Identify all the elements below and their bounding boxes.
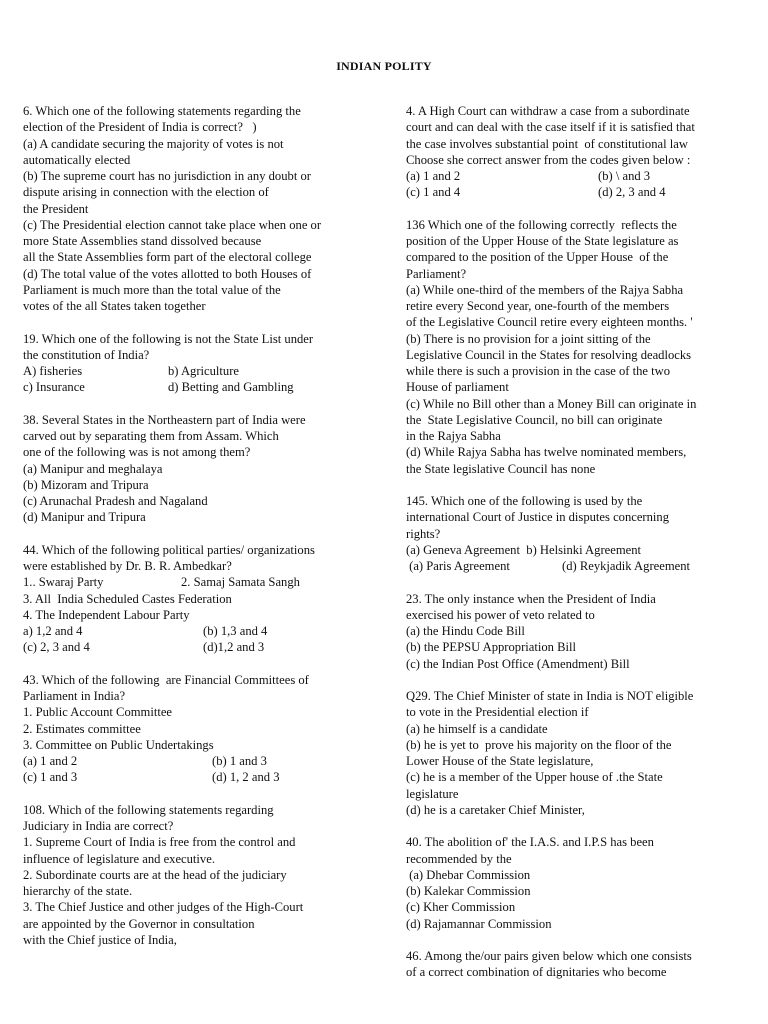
option-c: (c) 1 and 3 (23, 770, 78, 785)
item-line: influence of legislature and executive. (23, 851, 215, 866)
question-line: the constitution of India? (23, 347, 150, 362)
option-line: in the Rajya Sabha (406, 429, 501, 443)
option-b: (b) 1 and 3 (212, 754, 267, 768)
question-line: to vote in the Presidential election if (406, 705, 589, 720)
option-line: (c) the Indian Post Office (Amendment) Bill (406, 656, 630, 671)
item-3: 3. All India Scheduled Castes Federation (23, 591, 232, 606)
option-line: Lower House of the State legislature, (406, 754, 594, 768)
item-1: 1.. Swaraj Party (23, 575, 104, 590)
left-column (23, 103, 373, 964)
item-line: hierarchy of the state. (23, 884, 133, 898)
question-40 (406, 834, 751, 932)
option-row-ab: (a) Geneva Agreement b) Helsinki Agreement (406, 542, 641, 557)
option-c: (a) Paris Agreement (406, 559, 510, 573)
item-2: 2. Samaj Samata Sangh (181, 575, 300, 590)
option-line: (d) The total value of the votes allotted to both Houses of (23, 266, 312, 281)
question-line: one of the following was is not among them? (23, 445, 251, 460)
option-line: (a) the Hindu Code Bill (406, 624, 525, 638)
item-row (23, 574, 373, 590)
option-line: (a) he himself is a candidate (406, 721, 548, 736)
question-38 (23, 412, 373, 526)
question-46 (406, 948, 751, 981)
option-line: (b) The supreme court has no jurisdiction in any doubt or (23, 169, 311, 183)
question-23 (406, 591, 751, 672)
option-line: Parliament is much more than the total value of the (23, 282, 281, 297)
question-line: 6. Which one of the following statements regarding the (23, 104, 301, 118)
question-145 (406, 493, 751, 574)
option-row (406, 184, 751, 200)
option-line: (c) The Presidential election cannot take place when one or (23, 217, 322, 232)
question-line: 4. A High Court can withdraw a case from a subordinate (406, 104, 690, 118)
option-line: House of parliament (406, 380, 509, 395)
question-line: position of the Upper House of the State legislature as (406, 234, 679, 248)
item-line: 2. Estimates committee (23, 721, 141, 736)
question-line: 108. Which of the following statements regarding (23, 802, 274, 817)
question-line: rights? (406, 526, 441, 541)
question-line: exercised his power of veto related to (406, 607, 595, 622)
option-line: legislature (406, 786, 459, 801)
item-line: with the Chief justice of India, (23, 932, 177, 947)
question-4 (406, 103, 751, 201)
option-row (406, 558, 751, 574)
item-line: are appointed by the Governor in consultation (23, 916, 255, 931)
question-line: international Court of Justice in disputes concerning (406, 510, 670, 525)
option-line: all the State Assemblies form part of the electoral college (23, 250, 312, 265)
option-line: (c) Kher Commission (406, 900, 516, 915)
item-4: 4. The Independent Labour Party (23, 607, 190, 622)
question-line: 43. Which of the following are Financial Committees of (23, 672, 309, 687)
option-a: (a) 1 and 2 (23, 754, 78, 768)
question-line: the case involves substantial point of constitutional law (406, 136, 688, 151)
item-line: 1. Supreme Court of India is free from the control and (23, 835, 296, 850)
question-line: 38. Several States in the Northeastern part of India were (23, 412, 306, 427)
option-line: dispute arising in connection with the election of (23, 185, 269, 200)
option-row (23, 363, 373, 379)
option-line: (a) Manipur and meghalaya (23, 461, 163, 476)
option-line: the President (23, 201, 89, 216)
option-line: (c) While no Bill other than a Money Bill can originate in (406, 396, 697, 411)
question-line: were established by Dr. B. R. Ambedkar? (23, 559, 232, 573)
option-d: (d) Reykjadik Agreement (562, 559, 690, 573)
item-line: 1. Public Account Committee (23, 705, 173, 720)
option-line: (b) Mizoram and Tripura (23, 477, 149, 492)
option-line: (d) While Rajya Sabha has twelve nominated members, (406, 445, 687, 460)
question-line: 145. Which one of the following is used by the (406, 494, 643, 508)
question-19 (23, 331, 373, 396)
option-line: (d) he is a caretaker Chief Minister, (406, 802, 585, 817)
question-line: Q29. The Chief Minister of state in India is NOT eligible (406, 689, 694, 703)
option-d: (d)1,2 and 3 (203, 640, 265, 655)
option-row (406, 168, 751, 184)
option-d: (d) 1, 2 and 3 (212, 770, 280, 785)
option-line: (a) Dhebar Commission (406, 867, 531, 882)
option-line: (a) A candidate securing the majority of votes is not (23, 136, 284, 151)
question-line: 44. Which of the following political parties/ organizations (23, 542, 315, 557)
option-line: (b) the PEPSU Appropriation Bill (406, 640, 577, 655)
option-line: (d) Manipur and Tripura (23, 510, 146, 525)
option-line: of the Legislative Council retire every eighteen months. ' (406, 315, 693, 330)
option-line: (c) he is a member of the Upper house of .the State (406, 770, 663, 785)
option-line: (b) he is yet to prove his majority on the floor of the (406, 737, 672, 752)
question-line: 136 Which one of the following correctly reflects the (406, 217, 677, 232)
option-line: more State Assemblies stand dissolved because (23, 234, 262, 248)
question-136 (406, 217, 751, 477)
question-line: compared to the position of the Upper House of the (406, 250, 669, 265)
option-line: votes of the all States taken together (23, 299, 206, 313)
question-line: of a correct combination of dignitaries who become (406, 965, 667, 980)
question-line: court and can deal with the case itself if it is satisfied that (406, 120, 695, 135)
question-6 (23, 103, 373, 314)
item-line: 3. The Chief Justice and other judges of the High-Court (23, 900, 304, 915)
option-row (23, 623, 373, 639)
option-c: (c) 1 and 4 (406, 185, 461, 200)
option-c: (c) 2, 3 and 4 (23, 640, 90, 655)
item-line: 3. Committee on Public Undertakings (23, 737, 214, 752)
question-108 (23, 802, 373, 948)
option-line: (a) While one-third of the members of the Rajya Sabha (406, 282, 684, 297)
option-line: the State legislative Council has none (406, 461, 596, 476)
option-d: (d) 2, 3 and 4 (598, 185, 666, 200)
option-line: (c) Arunachal Pradesh and Nagaland (23, 494, 208, 508)
option-line: retire every Second year, one-fourth of the members (406, 299, 670, 313)
option-b: b) Agriculture (168, 364, 239, 378)
option-d: d) Betting and Gambling (168, 380, 294, 395)
option-row (23, 639, 373, 655)
question-line: 46. Among the/our pairs given below which one consists (406, 949, 692, 963)
option-line: the State Legislative Council, no bill can originate (406, 412, 663, 427)
question-line: recommended by the (406, 851, 512, 866)
option-line: while there is such a provision in the case of the two (406, 364, 671, 378)
question-line: Parliament in India? (23, 689, 126, 703)
option-line: (d) Rajamannar Commission (406, 916, 552, 931)
question-line: 40. The abolition of' the I.A.S. and I.P.S has been (406, 835, 654, 850)
question-line: carved out by separating them from Assam. Which (23, 429, 279, 443)
question-44 (23, 542, 373, 656)
question-line: election of the President of India is correct? ) (23, 120, 257, 135)
question-line: 23. The only instance when the President of India (406, 591, 656, 606)
option-line: automatically elected (23, 152, 131, 167)
option-row (23, 753, 373, 769)
option-c: c) Insurance (23, 380, 85, 395)
option-b: (b) \ and 3 (598, 169, 651, 183)
right-column (406, 103, 751, 997)
option-a: (a) 1 and 2 (406, 169, 461, 183)
question-line: Choose she correct answer from the codes given below : (406, 152, 691, 167)
option-a: a) 1,2 and 4 (23, 624, 83, 638)
option-a: A) fisheries (23, 364, 83, 378)
option-row (23, 769, 373, 785)
option-line: (b) There is no provision for a joint sitting of the (406, 331, 651, 346)
question-29 (406, 688, 751, 818)
question-line: Parliament? (406, 266, 467, 281)
option-line: (b) Kalekar Commission (406, 884, 531, 898)
question-line: 19. Which one of the following is not the State List under (23, 331, 314, 346)
option-row (23, 379, 373, 395)
document-title: INDIAN POLITY (336, 59, 432, 73)
item-line: 2. Subordinate courts are at the head of the judiciary (23, 867, 287, 882)
question-43 (23, 672, 373, 786)
option-b: (b) 1,3 and 4 (203, 624, 268, 638)
question-line: Judiciary in India are correct? (23, 819, 174, 833)
option-line: Legislative Council in the States for resolving deadlocks (406, 347, 692, 362)
